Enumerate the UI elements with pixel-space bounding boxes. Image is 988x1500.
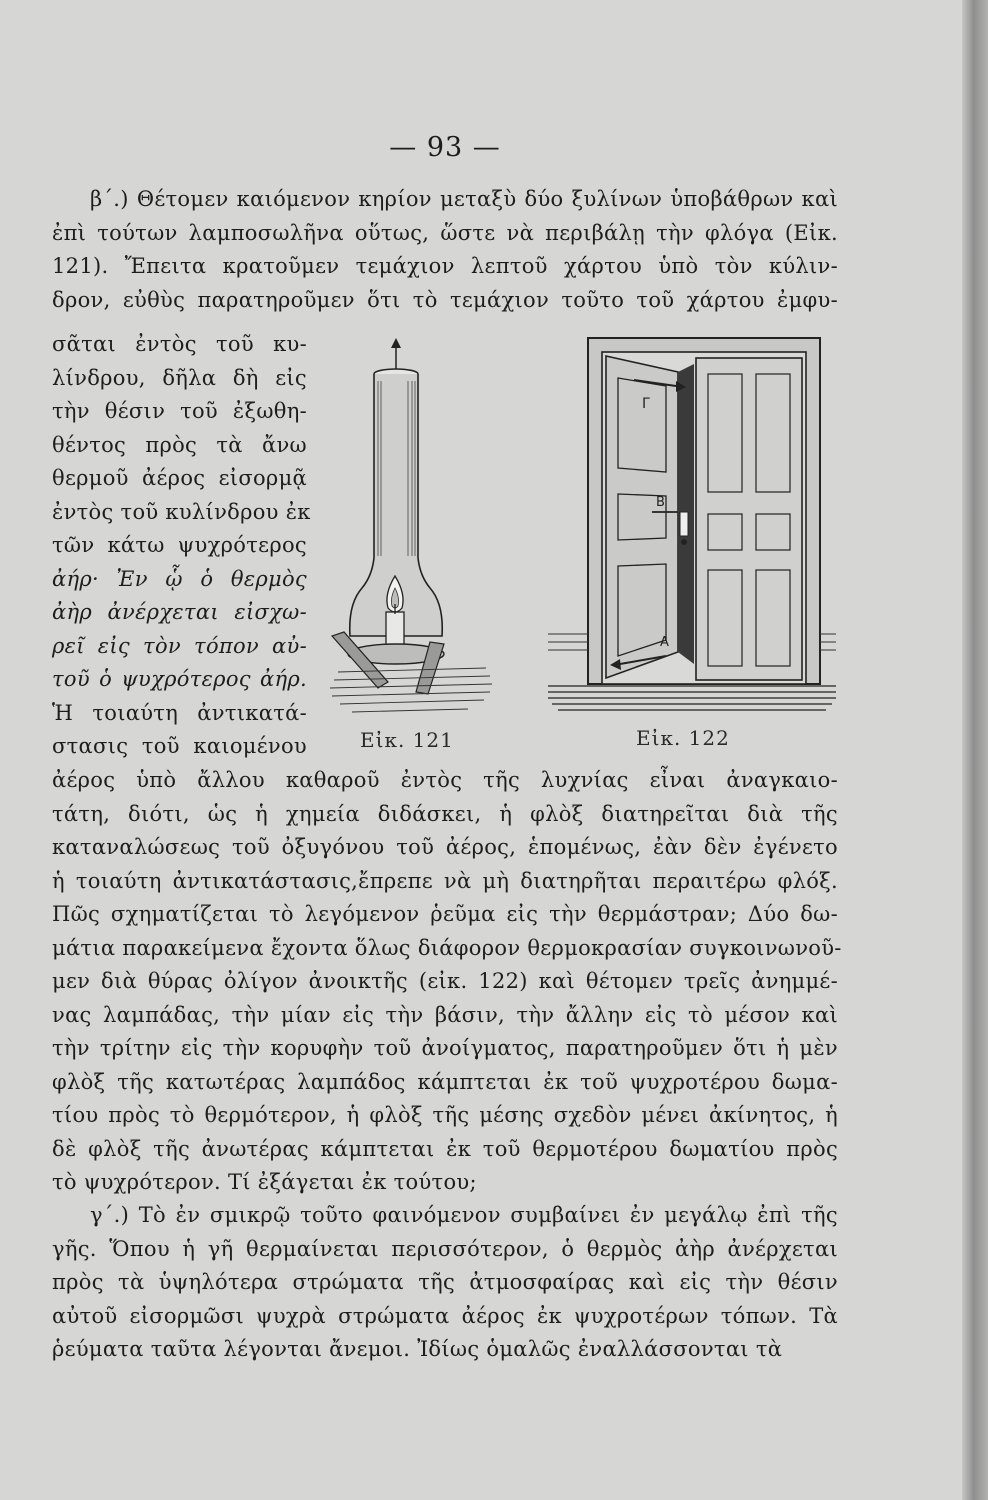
text-line: ἀὴρ ἀνέρχεται εἰσχω- [52, 600, 307, 624]
text-line: θερμοῦ ἀέρος εἰσορμᾷ [52, 466, 307, 490]
text-line: γ΄.) Τὸ ἐν σμικρῷ τοῦτο φαινόμενον συμβαίνει ἐν μεγάλῳ ἐπὶ τῆς [90, 1203, 838, 1227]
text-line: δρον, εὐθὺς παρατηροῦμεν ὅτι τὸ τεμάχιον τοῦτο τοῦ χάρτου ἐμφυ- [52, 287, 838, 312]
figure-121-caption: Εἰκ. 121 [360, 728, 454, 752]
text-line: δὲ φλὸξ τῆς ἀνωτέρας κάμπτεται ἐκ τοῦ θερμοτέρου δωματίου πρὸς [52, 1136, 838, 1161]
text-line: μάτια παρακείμενα ἔχοντα ὅλως διάφορον θερμοκρασίαν συγκοινωνοῦ- [52, 935, 842, 960]
text-line: φλὸξ τῆς κατωτέρας λαμπάδος κάμπτεται ἐκ τοῦ ψυχροτέρου δωμα- [52, 1069, 838, 1094]
text-line: νας λαμπάδας, τὴν μίαν εἰς τὴν βάσιν, τὴν ἄλλην εἰς τὸ μέσον καὶ [52, 1002, 838, 1027]
text-line: τίου πρὸς τὸ θερμότερον, ἡ φλὸξ τῆς μέσης σχεδὸν μένει ἀκίνητος, ἡ [52, 1103, 838, 1127]
text-line: τὴν θέσιν τοῦ ἐξωθη- [52, 399, 307, 423]
text-line: θέντος πρὸς τὰ ἄνω [52, 432, 307, 457]
text-line: τάτη, διότι, ὡς ἡ χημεία διδάσκει, ἡ φλὸξ διατηρεῖται διὰ τῆς [52, 801, 838, 826]
text-line: αὐτοῦ εἰσορμῶσι ψυχρὰ στρώματα ἀέρος ἐκ ψυχροτέρων τόπων. Τὰ [52, 1303, 838, 1328]
paragraph-experiment-b [52, 183, 838, 317]
text-line: στασις τοῦ καιομένου [52, 734, 307, 758]
text-line: γῆς. Ὅπου ἡ γῆ θερμαίνεται περισσότερον, ὁ θερμὸς ἀὴρ ἀνέρχεται [52, 1236, 838, 1261]
text-line: μεν διὰ θύρας ὀλίγον ἀνοικτῆς (εἰκ. 122) καὶ θέτομεν τρεῖς ἀνημμέ- [52, 969, 838, 993]
text-line: λίνδρου, δῆλα δὴ εἰς [52, 365, 307, 390]
figure-122-caption: Εἰκ. 122 [636, 726, 730, 750]
text-line: β΄.) Θέτομεν καιόμενον κηρίον μεταξὺ δύο ξυλίνων ὑποβάθρων καὶ [90, 187, 838, 211]
text-line: ἀέρος ὑπὸ ἄλλου καθαροῦ ἐντὸς τῆς λυχνίας εἶναι ἀναγκαιο- [52, 768, 838, 792]
text-line: τὸ ψυχρότερον. Τί ἐξάγεται ἐκ τούτου; [52, 1170, 477, 1194]
text-line: ἡ τοιαύτη ἀντικατάστασις,ἔπρεπε νὰ μὴ διατηρῆται περαιτέρω φλόξ. [52, 868, 838, 893]
paragraph-experiment-c [52, 1199, 838, 1367]
text-line: Ἡ τοιαύτη ἀντικατά- [52, 700, 307, 725]
text-line: ἀήρ· Ἐν ᾧ ὁ θερμὸς [52, 566, 307, 591]
page-edge [962, 0, 988, 1500]
text-line: ἐπὶ τούτων λαμποσωλῆνα οὕτως, ὥστε νὰ περιβάλῃ τὴν φλόγα (Εἰκ. [52, 220, 838, 245]
figure-121-candle-chimney [318, 336, 494, 736]
text-line: τῶν κάτω ψυχρότερος [52, 533, 307, 557]
text-line: σᾶται ἐντὸς τοῦ κυ- [52, 332, 307, 356]
text-line: τὴν τρίτην εἰς τὴν κορυφὴν τοῦ ἀνοίγματος, παρατηροῦμεν ὅτι ἡ μὲν [52, 1036, 838, 1060]
text-line: πρὸς τὰ ὑψηλότερα στρώματα τῆς ἀτμοσφαίρας καὶ εἰς τὴν θέσιν [52, 1270, 838, 1294]
text-line: καταναλώσεως τοῦ ὀξυγόνου τοῦ ἀέρος, ἑπομένως, ἐὰν δὲν ἐγένετο [52, 835, 838, 859]
text-line: ρεῖ εἰς τὸν τόπον αὐ- [52, 633, 307, 658]
text-line: τοῦ ὁ ψυχρότερος ἀήρ. [52, 667, 307, 691]
door-label-beta: Β [656, 495, 665, 510]
door-label-gamma: Γ [642, 396, 650, 412]
paragraph-beside-figures [52, 328, 311, 764]
text-line: ἐντὸς τοῦ κυλίνδρου ἐκ [52, 499, 311, 524]
text-line: 121). Ἔπειτα κρατοῦμεν τεμάχιον λεπτοῦ χάρτου ὑπὸ τὸν κύλιν- [52, 254, 838, 278]
paragraph-main [52, 764, 842, 1200]
text-line: Πῶς σχηματίζεται τὸ λεγόμενον ῥεῦμα εἰς τὴν θερμάστραν; Δύο δω- [52, 902, 838, 926]
door-label-alpha: Α [660, 635, 669, 650]
page-number: — 93 — [389, 132, 501, 163]
figure-122-open-door [548, 334, 836, 724]
text-line: ῥεύματα ταῦτα λέγονται ἄνεμοι. Ἰδίως ὁμαλῶς ἐναλλάσσονται τὰ [52, 1337, 783, 1361]
